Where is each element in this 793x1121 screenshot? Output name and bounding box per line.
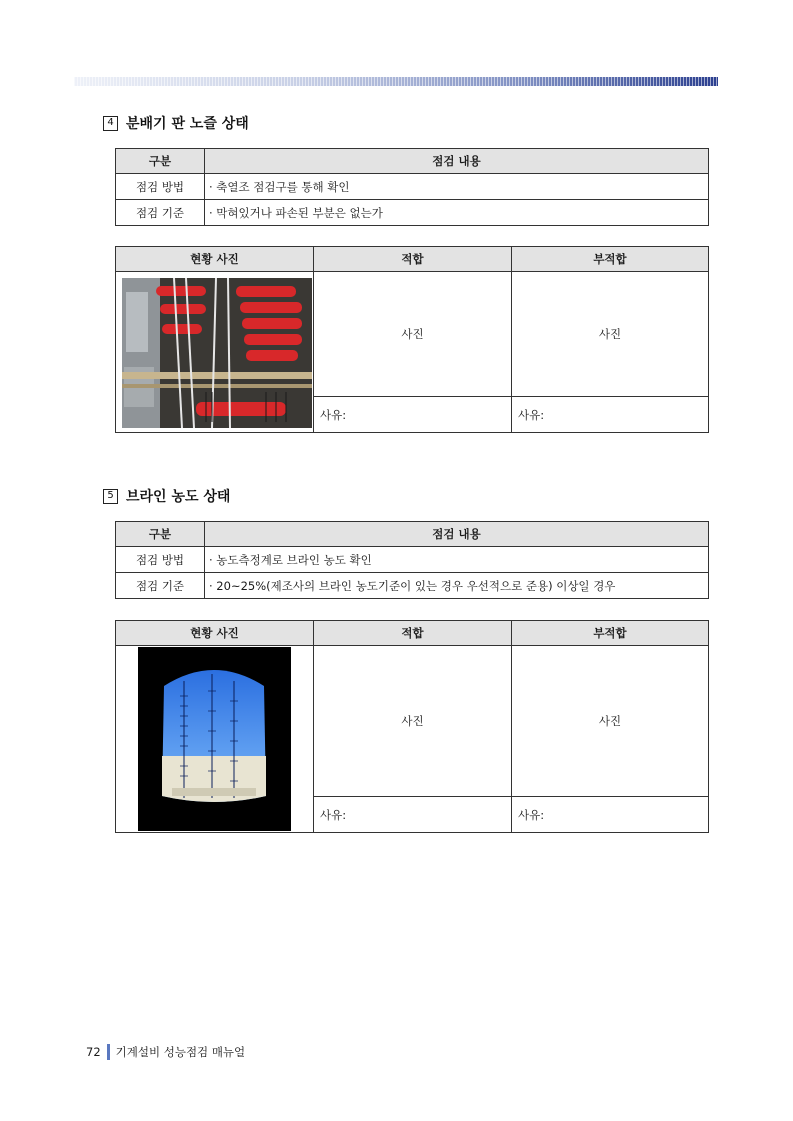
photo-header-current: 현황 사진 <box>116 247 314 272</box>
row-label: 점검 방법 <box>116 547 205 573</box>
row-content: · 농도측정계로 브라인 농도 확인 <box>205 547 709 573</box>
section-4-info-table <box>115 148 709 226</box>
fail-photo-placeholder: 사진 <box>512 272 709 397</box>
row-content: · 축열조 점검구를 통해 확인 <box>205 174 709 200</box>
table-row <box>116 573 709 599</box>
section-5-photo-table <box>115 620 709 833</box>
distributor-nozzle-photo <box>116 272 312 432</box>
page-footer <box>86 1044 245 1060</box>
section-4-title-text: 분배기 판 노즐 상태 <box>126 116 249 132</box>
table-row <box>116 200 709 226</box>
section-4-title <box>103 113 249 133</box>
info-header-content: 점검 내용 <box>205 522 709 547</box>
photo-header-fail: 부적합 <box>512 247 709 272</box>
section-4-number: 4 <box>103 116 118 131</box>
section-5-info-table <box>115 521 709 599</box>
pass-reason-label: 사유: <box>314 397 512 433</box>
pass-photo-placeholder: 사진 <box>314 646 512 797</box>
current-photo-cell <box>116 272 314 433</box>
footer-title: 기계설비 성능점검 매뉴얼 <box>115 1045 246 1059</box>
photo-header-pass: 적합 <box>314 621 512 646</box>
row-label: 점검 기준 <box>116 200 205 226</box>
current-photo-cell <box>116 646 314 833</box>
refractometer-reading-photo <box>116 646 312 832</box>
section-5-number: 5 <box>103 489 118 504</box>
pass-reason-label: 사유: <box>314 797 512 833</box>
section-5-title <box>103 486 230 506</box>
table-row <box>116 547 709 573</box>
section-4-photo-table <box>115 246 709 433</box>
photo-header-fail: 부적합 <box>512 621 709 646</box>
row-content: · 막혀있거나 파손된 부분은 없는가 <box>205 200 709 226</box>
fail-photo-placeholder: 사진 <box>512 646 709 797</box>
info-header-category: 구분 <box>116 522 205 547</box>
info-header-content: 점검 내용 <box>205 149 709 174</box>
fail-reason-label: 사유: <box>512 797 709 833</box>
table-row <box>116 174 709 200</box>
row-content: · 20~25%(제조사의 브라인 농도기준이 있는 경우 우선적으로 준용) 이상일 경우 <box>205 573 709 599</box>
photo-header-pass: 적합 <box>314 247 512 272</box>
fail-reason-label: 사유: <box>512 397 709 433</box>
info-header-category: 구분 <box>116 149 205 174</box>
row-label: 점검 기준 <box>116 573 205 599</box>
header-decorative-bar <box>74 77 718 86</box>
page-number: 72 <box>86 1045 101 1059</box>
pass-photo-placeholder: 사진 <box>314 272 512 397</box>
row-label: 점검 방법 <box>116 174 205 200</box>
footer-divider <box>107 1044 110 1060</box>
photo-header-current: 현황 사진 <box>116 621 314 646</box>
section-5-title-text: 브라인 농도 상태 <box>126 489 231 505</box>
